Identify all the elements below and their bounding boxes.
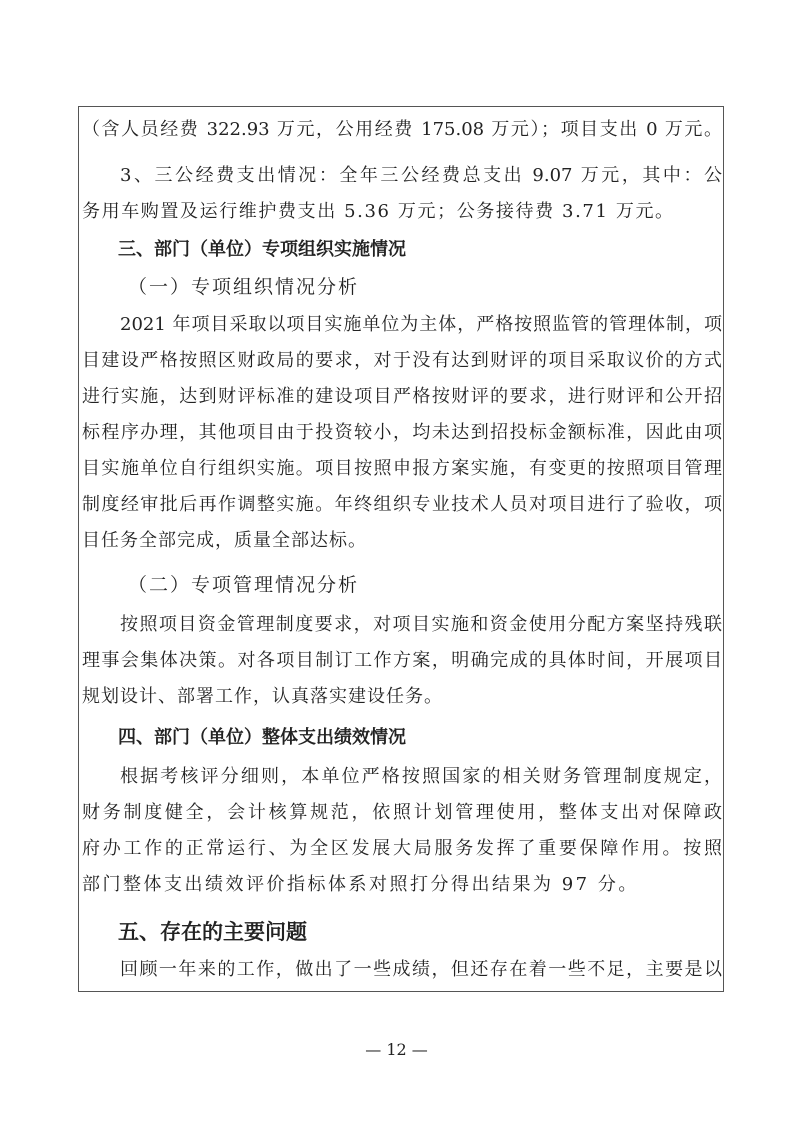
paragraph-line: 府办工作的正常运行、为全区发展大局服务发挥了重要保障作用。按照 (82, 838, 722, 859)
subsection-heading-2: （二）专项管理情况分析 (128, 574, 360, 596)
section-heading-3: 三、部门（单位）专项组织实施情况 (118, 239, 406, 260)
paragraph-line: 理事会集体决策。对各项目制订工作方案，明确完成的具体时间，开展项目 (82, 650, 722, 671)
paragraph-line: 制度经审批后再作调整实施。年终组织专业技术人员对项目进行了验收，项 (82, 494, 722, 515)
paragraph-line: 2021 年项目采取以项目实施单位为主体，严格按照监管的管理体制，项 (120, 314, 722, 335)
paragraph-line: 财务制度健全，会计核算规范，依照计划管理使用，整体支出对保障政 (82, 802, 722, 823)
paragraph-line: 目实施单位自行组织实施。项目按照申报方案实施，有变更的按照项目管理 (82, 458, 722, 479)
paragraph-line: 3、三公经费支出情况：全年三公经费总支出 9.07 万元，其中：公 (120, 165, 722, 186)
paragraph-line: 目任务全部完成，质量全部达标。 (82, 530, 367, 551)
paragraph-line: 进行实施，达到财评标准的建设项目严格按财评的要求，进行财评和公开招 (82, 386, 722, 407)
section-heading-4: 四、部门（单位）整体支出绩效情况 (118, 727, 406, 748)
paragraph-line: 标程序办理，其他项目由于投资较小，均未达到招投标金额标准，因此由项 (82, 422, 722, 443)
section-heading-5: 五、存在的主要问题 (118, 920, 307, 944)
page-number: — 12 — (365, 1040, 428, 1059)
paragraph-line: （含人员经费 322.93 万元，公用经费 175.08 万元）；项目支出 0 万元。 (82, 119, 722, 140)
paragraph-line: 规划设计、部署工作，认真落实建设任务。 (82, 686, 443, 707)
paragraph-line: 根据考核评分细则，本单位严格按照国家的相关财务管理制度规定， (120, 766, 722, 787)
paragraph-line: 按照项目资金管理制度要求，对项目实施和资金使用分配方案坚持残联 (120, 614, 722, 635)
subsection-heading-1: （一）专项组织情况分析 (128, 276, 360, 298)
paragraph-line: 部门整体支出绩效评价指标体系对照打分得出结果为 97 分。 (82, 874, 639, 895)
paragraph-line: 目建设严格按照区财政局的要求，对于没有达到财评的项目采取议价的方式 (82, 350, 722, 371)
paragraph-line: 务用车购置及运行维护费支出 5.36 万元；公务接待费 3.71 万元。 (82, 201, 675, 222)
paragraph-line: 回顾一年来的工作，做出了一些成绩，但还存在着一些不足，主要是以 (120, 959, 722, 980)
